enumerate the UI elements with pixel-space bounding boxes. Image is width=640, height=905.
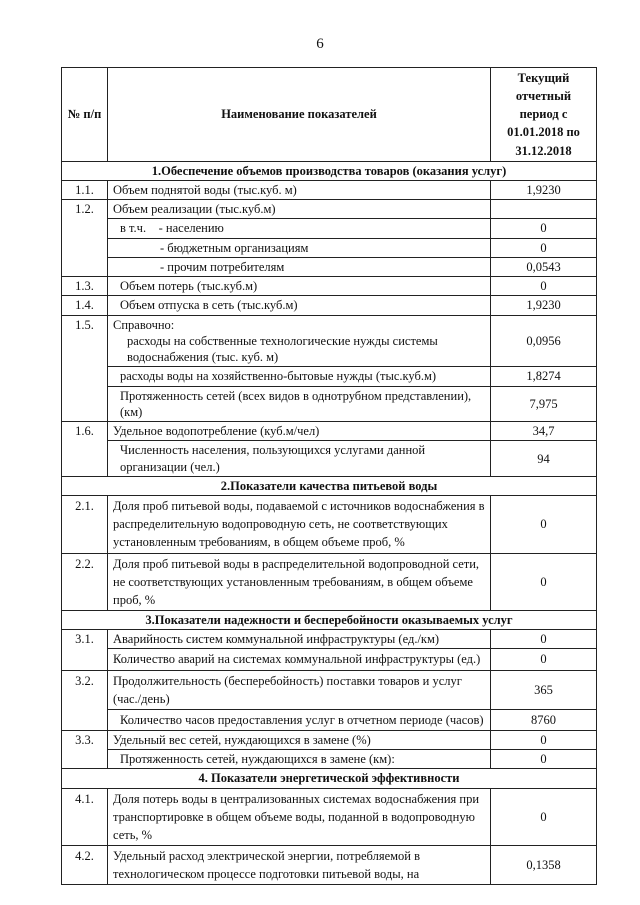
section-title: 3.Показатели надежности и бесперебойности оказываемых услуг	[62, 610, 597, 629]
page-number: 6	[316, 36, 324, 52]
row-name	[108, 219, 491, 238]
row-name: Доля проб питьевой воды в распределительной водопроводной сети, не соответствующих установленным требованиям, в общем объеме проб, %	[108, 553, 491, 610]
table-row	[62, 257, 597, 276]
row-name: - прочим потребителям	[108, 257, 491, 276]
table-row	[62, 670, 597, 709]
row-value: 0	[491, 730, 597, 749]
row-value: 1,8274	[491, 367, 597, 386]
table-row	[62, 180, 597, 199]
section-title: 2.Показатели качества питьевой воды	[62, 476, 597, 495]
row-num: 3.2.	[62, 670, 108, 730]
row-num: 2.1.	[62, 496, 108, 553]
row-name-prefix: Справочно:	[113, 317, 175, 332]
row-name: Протяженность сетей, нуждающихся в замене (км):	[108, 750, 491, 769]
table-row	[62, 750, 597, 769]
row-num: 4.2.	[62, 846, 108, 885]
table-row	[62, 219, 597, 238]
row-name-prefix: в т.ч.	[120, 221, 147, 236]
row-value: 1,9230	[491, 180, 597, 199]
row-name: Доля проб питьевой воды, подаваемой с источников водоснабжения в распределительную водопроводную сеть, не соответствующих установленным требованиям, в общем объеме проб, %	[108, 496, 491, 553]
row-name: Доля потерь воды в централизованных системах водоснабжения при транспортировке в общем объеме воды, поданной в водопроводную сеть, %	[108, 788, 491, 845]
row-name: Объем реализации (тыс.куб.м)	[108, 200, 491, 219]
table-row	[62, 238, 597, 257]
row-num: 1.6.	[62, 422, 108, 477]
row-name-text: расходы на собственные технологические нужды системы водоснабжения (тыс. куб. м)	[127, 333, 438, 365]
row-name: Объем поднятой воды (тыс.куб. м)	[108, 180, 491, 199]
header-value: Текущий отчетный период с 01.01.2018 по 31.12.2018	[491, 68, 597, 162]
indicators-table	[61, 67, 597, 885]
section-title: 4. Показатели энергетической эффективности	[62, 769, 597, 788]
table-row	[62, 422, 597, 441]
row-value: 0	[491, 238, 597, 257]
row-value: 7,975	[491, 386, 597, 422]
row-value: 0	[491, 219, 597, 238]
row-num: 2.2.	[62, 553, 108, 610]
table-row	[62, 846, 597, 885]
section-2-title-row	[62, 476, 597, 495]
table-row	[62, 315, 597, 367]
section-4-title-row	[62, 769, 597, 788]
row-name: Протяженность сетей (всех видов в однотрубном представлении), (км)	[108, 386, 491, 422]
row-value: 0	[491, 496, 597, 553]
row-name: Удельный расход электрической энергии, потребляемой в технологическом процессе подготовки питьевой воды, на	[108, 846, 491, 885]
row-name: Объем потерь (тыс.куб.м)	[108, 277, 491, 296]
row-value: 8760	[491, 709, 597, 730]
table-row	[62, 649, 597, 670]
row-name: Объем отпуска в сеть (тыс.куб.м)	[108, 296, 491, 315]
row-value: 0	[491, 277, 597, 296]
row-value: 0	[491, 630, 597, 649]
section-3-title-row	[62, 610, 597, 629]
table-row	[62, 367, 597, 386]
row-num: 1.1.	[62, 180, 108, 199]
table-row	[62, 386, 597, 422]
row-value: 94	[491, 441, 597, 477]
table-header-row	[62, 68, 597, 162]
header-name: Наименование показателей	[108, 68, 491, 162]
row-num: 3.1.	[62, 630, 108, 670]
row-name: Численность населения, пользующихся услугами данной организации (чел.)	[108, 441, 491, 477]
row-name: Удельное водопотребление (куб.м/чел)	[108, 422, 491, 441]
row-value: 0,1358	[491, 846, 597, 885]
row-value: 0	[491, 553, 597, 610]
section-1-title-row	[62, 161, 597, 180]
row-value: 34,7	[491, 422, 597, 441]
row-value	[491, 200, 597, 219]
header-num: № п/п	[62, 68, 108, 162]
table-row	[62, 441, 597, 477]
table-row	[62, 709, 597, 730]
section-title: 1.Обеспечение объемов производства товаров (оказания услуг)	[62, 161, 597, 180]
row-num: 3.3.	[62, 730, 108, 769]
table-row	[62, 553, 597, 610]
table-row	[62, 730, 597, 749]
row-name-text: - населению	[158, 221, 224, 236]
row-name: расходы воды на хозяйственно-бытовые нужды (тыс.куб.м)	[108, 367, 491, 386]
table-row	[62, 200, 597, 219]
row-name: Продолжительность (бесперебойность) поставки товаров и услуг (час./день)	[108, 670, 491, 709]
row-num: 1.5.	[62, 315, 108, 422]
row-name: Количество аварий на системах коммунальной инфраструктуры (ед.)	[108, 649, 491, 670]
row-value: 0	[491, 649, 597, 670]
table-row	[62, 496, 597, 553]
row-num: 4.1.	[62, 788, 108, 845]
table-row	[62, 277, 597, 296]
row-num: 1.4.	[62, 296, 108, 315]
table-row	[62, 788, 597, 845]
row-name: - бюджетным организациям	[108, 238, 491, 257]
row-value: 0,0543	[491, 257, 597, 276]
row-num: 1.2.	[62, 200, 108, 277]
row-value: 0	[491, 750, 597, 769]
row-value: 0	[491, 788, 597, 845]
row-name	[108, 315, 491, 367]
row-value: 0,0956	[491, 315, 597, 367]
row-num: 1.3.	[62, 277, 108, 296]
row-name: Количество часов предоставления услуг в отчетном периоде (часов)	[108, 709, 491, 730]
row-value: 1,9230	[491, 296, 597, 315]
row-value: 365	[491, 670, 597, 709]
table-row	[62, 630, 597, 649]
row-name: Аварийность систем коммунальной инфраструктуры (ед./км)	[108, 630, 491, 649]
table-row	[62, 296, 597, 315]
row-name: Удельный вес сетей, нуждающихся в замене (%)	[108, 730, 491, 749]
